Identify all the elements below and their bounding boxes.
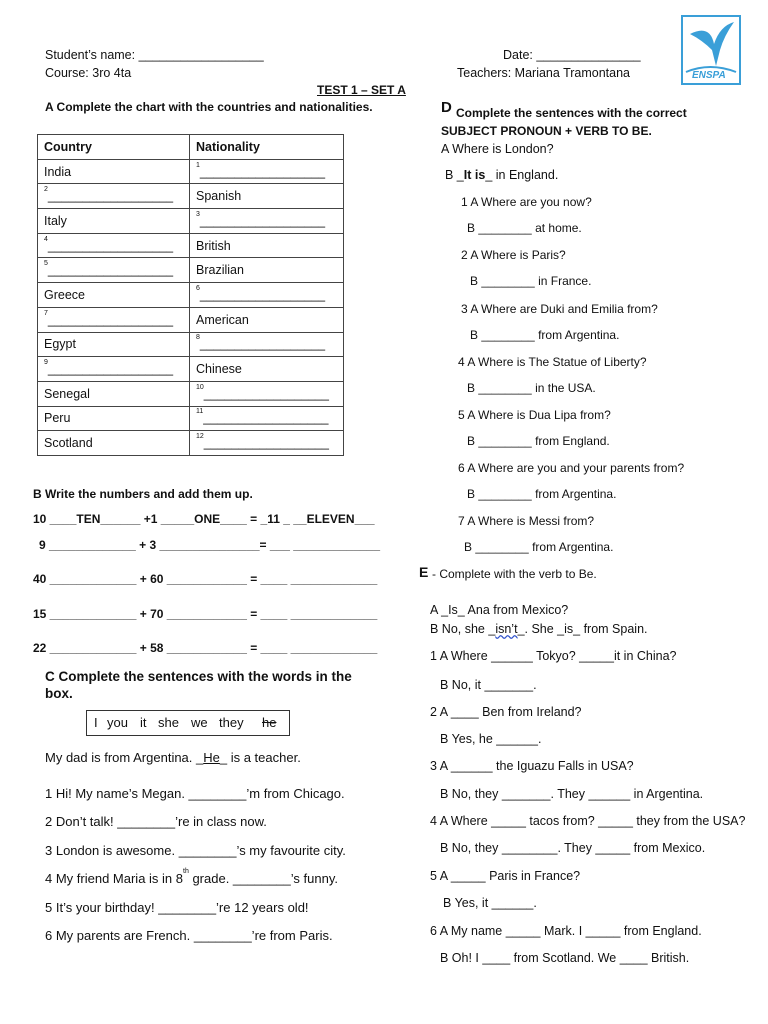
example-text: My dad is from Argentina. _ — [45, 750, 204, 765]
chart-row — [38, 159, 344, 184]
nationality-cell-text: __________________ — [199, 213, 326, 228]
item-number: 11 — [196, 408, 204, 416]
nationality-cell-text: __________________ — [199, 337, 326, 352]
chart-row — [38, 233, 344, 258]
section-d-title-cont: SUBJECT PRONOUN + VERB TO BE. — [441, 124, 652, 138]
item-number: 9 — [44, 359, 48, 367]
nationality-cell — [190, 431, 344, 456]
country-cell-text: Egypt — [44, 337, 76, 352]
section-e-example-a — [430, 622, 648, 636]
chart-row — [38, 431, 344, 456]
section-e-answer: B Yes, he ______. — [440, 732, 542, 746]
section-d-letter: D — [441, 99, 452, 116]
section-c-item: 1 Hi! My name’s Megan. ________’m from Chicago. — [45, 786, 345, 801]
section-d-question: 5 A Where is Dua Lipa from? — [458, 408, 611, 422]
section-e-answer: B No, they ________. They _____ from Mexico. — [440, 841, 706, 855]
nationality-cell — [190, 233, 344, 258]
country-cell — [38, 159, 190, 184]
item-number: 12 — [196, 433, 204, 441]
box-word-used: he — [262, 715, 277, 730]
section-d-answer: B ________ from Argentina. — [467, 487, 617, 501]
country-cell — [38, 307, 190, 332]
nationality-cell — [190, 159, 344, 184]
country-cell — [38, 258, 190, 283]
nationality-cell — [190, 406, 344, 431]
section-e-question: 5 A _____ Paris in France? — [430, 869, 581, 883]
chart-row — [38, 307, 344, 332]
item-number: 7 — [44, 309, 48, 317]
section-d-question: 3 A Where are Duki and Emilia from? — [461, 302, 658, 316]
section-e-question: 2 A ____ Ben from Ireland? — [430, 705, 582, 719]
nationality-cell-text: __________________ — [199, 164, 326, 179]
nationality-cell-text: __________________ — [199, 287, 326, 302]
country-cell-text: Italy — [44, 213, 67, 228]
section-d-answer: B ________ from England. — [467, 434, 610, 448]
numbers-line: 10 ____TEN______ +1 _____ONE____ = _11 _ __ELEVEN___ — [33, 512, 375, 526]
section-c-item — [45, 868, 338, 886]
logo-text: ENSPA — [692, 70, 726, 81]
country-cell-text: __________________ — [47, 263, 174, 278]
example-text: _. She _is_ from Spain. — [517, 622, 648, 636]
chart-row — [38, 283, 344, 308]
item-text: 4 My friend Maria is in 8 — [45, 871, 183, 886]
nationality-cell-text: __________________ — [203, 411, 329, 426]
section-c-title: C Complete the sentences with the words in the — [45, 669, 352, 684]
nationality-cell-text: British — [196, 238, 231, 253]
item-number: 8 — [196, 334, 200, 342]
country-cell-text: __________________ — [47, 238, 174, 253]
country-cell — [38, 233, 190, 258]
example-text: B No, she _ — [430, 622, 496, 636]
box-word: we — [191, 715, 208, 730]
section-c-item: 6 My parents are French. ________’re from Paris. — [45, 928, 333, 943]
countries-chart — [37, 134, 344, 456]
chart-row — [38, 406, 344, 431]
country-cell-text: Scotland — [44, 436, 93, 451]
numbers-line: 40 _____________ + 60 ____________ = ____ _____________ — [33, 572, 378, 586]
item-number: 2 — [44, 186, 48, 194]
section-d-answer: B ________ in the USA. — [467, 381, 596, 395]
item-number: 1 — [196, 161, 200, 169]
section-c-example — [45, 750, 301, 765]
numbers-line: 9 _____________ + 3 _______________= ___ _____________ — [39, 538, 381, 552]
section-d-answer: B ________ at home. — [467, 221, 582, 235]
country-cell-text: Peru — [44, 411, 71, 426]
numbers-line: 22 _____________ + 58 ____________ = ____ _____________ — [33, 641, 378, 655]
nationality-cell — [190, 184, 344, 209]
section-d-question: 2 A Where is Paris? — [461, 248, 566, 262]
country-cell — [38, 283, 190, 308]
nationality-cell-text: __________________ — [203, 436, 329, 451]
nationality-cell-text: __________________ — [203, 386, 329, 401]
nationality-cell — [190, 283, 344, 308]
section-c-item: 3 London is awesome. ________’s my favourite city. — [45, 843, 346, 858]
box-word: I — [94, 715, 98, 730]
item-number: 3 — [196, 210, 200, 218]
nationality-cell — [190, 258, 344, 283]
section-e-letter: E — [419, 564, 429, 580]
box-word: it — [140, 715, 147, 730]
chart-row — [38, 381, 344, 406]
section-a-title: A Complete the chart with the countries and nationalities. — [45, 100, 373, 114]
section-e-question: 3 A ______ the Iguazu Falls in USA? — [430, 759, 634, 773]
country-cell — [38, 184, 190, 209]
country-cell — [38, 406, 190, 431]
section-d-answer: B ________ in France. — [470, 274, 592, 288]
chart-row — [38, 258, 344, 283]
date-field: Date: _______________ — [503, 48, 641, 62]
box-word: she — [158, 715, 179, 730]
col-country: Country — [38, 135, 190, 160]
section-d-question: 1 A Where are you now? — [461, 195, 592, 209]
chart-row — [38, 357, 344, 382]
section-e-answer: B Yes, it ______. — [443, 896, 537, 910]
section-e-example-q: A _Is_ Ana from Mexico? — [430, 603, 569, 617]
student-name-field: Student’s name: __________________ — [45, 48, 264, 62]
example-text: _ is a teacher. — [219, 750, 301, 765]
country-cell-text: India — [44, 164, 72, 179]
teachers-label: Teachers: Mariana Tramontana — [457, 66, 631, 80]
country-cell — [38, 381, 190, 406]
example-answer: isn’t — [495, 622, 518, 636]
numbers-line: 15 _____________ + 70 ____________ = ____ _____________ — [33, 607, 378, 621]
example-text: B _ — [445, 168, 464, 182]
item-text: grade. ________’s funny. — [188, 871, 338, 886]
box-word: they — [219, 715, 244, 730]
example-text: _ in England. — [485, 168, 559, 182]
nationality-cell — [190, 332, 344, 357]
item-number: 6 — [196, 284, 200, 292]
nationality-cell — [190, 209, 344, 234]
country-cell-text: Greece — [44, 287, 85, 302]
nationality-cell-text: American — [196, 312, 249, 327]
country-cell — [38, 332, 190, 357]
nationality-cell-text: Brazilian — [196, 263, 244, 278]
country-cell — [38, 431, 190, 456]
course-label: Course: 3ro 4ta — [45, 66, 132, 80]
section-c-title-cont: box. — [45, 686, 73, 701]
country-cell-text: Senegal — [44, 386, 90, 401]
section-d-answer: B ________ from Argentina. — [470, 328, 620, 342]
section-e-title: - Complete with the verb to Be. — [432, 567, 597, 581]
nationality-cell-text: Chinese — [196, 362, 242, 377]
section-c-item: 5 It’s your birthday! ________’re 12 years old! — [45, 900, 309, 915]
nationality-cell — [190, 381, 344, 406]
section-e-question: 4 A Where _____ tacos from? _____ they from the USA? — [430, 814, 746, 828]
section-e-answer: B No, it _______. — [440, 678, 537, 692]
section-d-question: 6 A Where are you and your parents from? — [458, 461, 685, 475]
country-cell — [38, 209, 190, 234]
test-title: TEST 1 – SET A — [317, 83, 406, 97]
example-answer: He — [203, 750, 220, 765]
section-c-item: 2 Don’t talk! ________’re in class now. — [45, 814, 267, 829]
section-e-answer: B Oh! I ____ from Scotland. We ____ British. — [440, 951, 690, 965]
word-box — [86, 710, 290, 736]
chart-row — [38, 184, 344, 209]
section-e-question: 1 A Where ______ Tokyo? _____it in China? — [430, 649, 677, 663]
nationality-cell — [190, 307, 344, 332]
section-b-title: B Write the numbers and add them up. — [33, 487, 253, 501]
country-cell-text: __________________ — [47, 189, 174, 204]
section-d-example-a — [445, 168, 558, 182]
nationality-cell — [190, 357, 344, 382]
section-d-title: Complete the sentences with the correct — [456, 106, 687, 120]
example-answer: It is — [463, 168, 486, 182]
item-sup: th — [183, 868, 189, 875]
section-e-question: 6 A My name _____ Mark. I _____ from England. — [430, 924, 702, 938]
chart-row — [38, 209, 344, 234]
item-number: 4 — [44, 235, 48, 243]
section-d-answer: B ________ from Argentina. — [464, 540, 614, 554]
section-d-question: 7 A Where is Messi from? — [458, 514, 595, 528]
col-nationality: Nationality — [190, 135, 344, 160]
section-d-example-q: A Where is London? — [441, 142, 554, 156]
section-d-question: 4 A Where is The Statue of Liberty? — [458, 355, 647, 369]
item-number: 10 — [196, 383, 204, 391]
box-word: you — [107, 715, 128, 730]
country-cell — [38, 357, 190, 382]
country-cell-text: __________________ — [47, 362, 174, 377]
item-number: 5 — [44, 260, 48, 268]
nationality-cell-text: Spanish — [196, 189, 242, 204]
chart-row — [38, 332, 344, 357]
country-cell-text: __________________ — [47, 312, 174, 327]
section-e-answer: B No, they _______. They ______ in Argentina. — [440, 787, 704, 801]
school-logo — [680, 14, 742, 86]
